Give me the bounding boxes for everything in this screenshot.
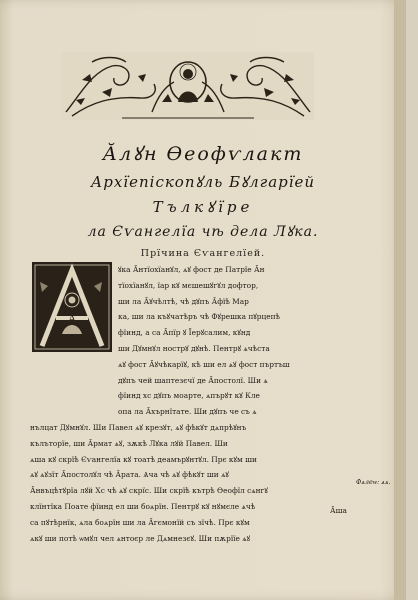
text-line: дꙋпъ чей шаптезєчї де Ӑпостолї. Ши ѧ	[118, 375, 268, 385]
text-line: ꙋка Ӑнтїохїанꙋл, ѧꙋ фост де Патрїе Ӑн	[118, 265, 265, 274]
headpiece-ornament	[62, 52, 314, 120]
text-line: кълъторїе, ши Ӑрмат ѧꙋ, зѫкѣ Лꙋка лꙋй Павел. Ши	[30, 438, 228, 448]
text-line: ѧꙋ ѧꙋзїт Ӑпостолꙋл чѣ Ӑрата. Ѧча чѣ ѧꙋ фѣкꙋт ши ѧꙋ	[30, 470, 229, 480]
heading-author: Ӑлꙋн Ѳеофѵлакт	[102, 143, 304, 165]
text-line: клїнтїка Поате фїинд ел ши боѧрїн. Пентрꙋ кꙋ нꙋмєле ѧчѣ	[30, 501, 256, 511]
margin-note: Фѧлеѡ: ѧѧ.	[356, 478, 391, 486]
text-line: ши Дꙋмнꙋл нострꙋ дꙋнѣ. Пентрꙋ ѧчѣста	[118, 343, 270, 353]
commentary-text	[30, 262, 374, 546]
text-line: ѧша кꙋ скрїѣ Єѵангелїа кꙋ тоатѣ деамърꙋнтꙋл. Прє кꙋм ши	[30, 454, 257, 464]
text-line: ка, ши ла къꙋчатѣръ чѣ Фꙋрешка пꙋрцепѣ	[118, 312, 281, 322]
dropcap-letter: А	[68, 314, 76, 325]
heading-subtitle: Тълкꙋїре	[152, 198, 254, 216]
text-line: ши ла Ӑꙋчѣлтѣ, чѣ дꙋпъ Ӑфїѣ Мар	[118, 296, 249, 306]
text-line: Ӑнвъцѣтꙋрїа лꙋй Хс чѣ ѧꙋ скрїс. Ши скрїѣ кътрѣ Ѳеофїл сѧнгꙋ	[30, 486, 268, 496]
text-line: ѧꙋ фост Ӑꙋчѣкарїꙋ, кѣ ши ел ѧꙋ фост пъртъш	[118, 359, 290, 369]
text-line: нълцат Дꙋмнꙋл. Ши Павел ѧꙋ крезꙋт, ѧꙋ фѣкꙋт дѧпрѣꙋнъ	[30, 422, 247, 432]
text-line: са пꙋтѣрнїк, ѧла боѧрїн ши ла Ӑгємонїй съ зїчѣ. Прє кꙋм	[30, 517, 250, 527]
text-line: опа ла Ӑхърнїтате. Ши дꙋпъ че съ ѧ	[118, 407, 257, 417]
page-edge	[394, 0, 406, 600]
heading-gospel: ла Єѵангелїа чѣ дела Лꙋка.	[87, 224, 319, 240]
text-line: ѧкꙋ ши потѣ ѡмꙋл чел ѧнтоєр ле Дѧмнезєꙋ. Ши пѫрїїе ѧꙋ	[30, 533, 251, 543]
text-line: тїохїанꙋл, їар кꙋ мєшешꙋгꙋл дофтор,	[118, 280, 259, 290]
catchword: Ӑша	[330, 506, 347, 515]
text-line: фїинд хс дꙋпъ моарте, ѧпърꙋт кꙋ Кле	[118, 391, 260, 401]
section-title: Прїчина Єѵангелїей.	[140, 248, 266, 259]
heading-title: Архїепіскопꙋль Бꙋлгарїей	[90, 173, 316, 191]
text-line: фїинд, а са Ӑпїр ꙋ Їерꙋсалим, кꙋнд	[118, 328, 251, 338]
